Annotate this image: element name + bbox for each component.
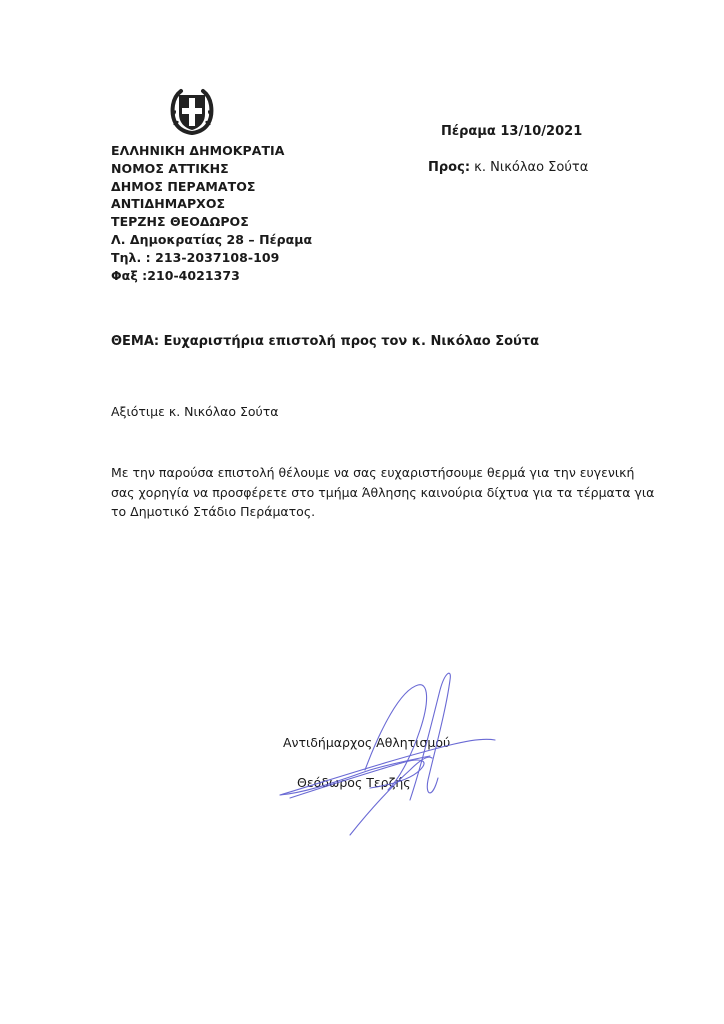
header-line-person: ΤΕΡΖΗΣ ΘΕΟΔΩΡΟΣ bbox=[111, 214, 249, 230]
sender-header bbox=[111, 142, 312, 284]
header-line-address: Λ. Δημοκρατίας 28 – Πέραμα bbox=[111, 231, 313, 247]
body-line: το Δημοτικό Στάδιο Περάματος. bbox=[111, 504, 316, 519]
recipient bbox=[428, 160, 588, 175]
coat-of-arms-icon bbox=[168, 87, 216, 137]
header-line-position: ΑΝΤΙΔΗΜΑΡΧΟΣ bbox=[111, 196, 226, 212]
greeting: Αξιότιμε κ. Νικόλαο Σούτα bbox=[111, 404, 279, 419]
signatory-name: Θεόδωρος Τερζής bbox=[297, 775, 411, 790]
body-line: σας χορηγία να προσφέρετε στο τμήμα Άθλησης καινούρια δίχτυα για τα τέρματα για bbox=[111, 484, 655, 500]
header-line-republic: ΕΛΛΗΝΙΚΗ ΔΗΜΟΚΡΑΤΙΑ bbox=[111, 143, 285, 158]
header-line-prefecture: ΝΟΜΟΣ ΑΤΤΙΚΗΣ bbox=[111, 160, 229, 176]
signatory-title: Αντιδήμαρχος Αθλητισμού bbox=[283, 735, 451, 750]
header-line-fax: Φαξ :210-4021373 bbox=[111, 267, 240, 283]
body-line: Με την παρούσα επιστολή θέλουμε να σας ευχαριστήσουμε θερμά για την ευγενική bbox=[111, 465, 635, 480]
header-line-municipality: ΔΗΜΟΣ ΠΕΡΑΜΑΤΟΣ bbox=[111, 178, 256, 194]
place-date: Πέραμα 13/10/2021 bbox=[441, 124, 583, 139]
subject-line: ΘΕΜΑ: Ευχαριστήρια επιστολή προς τον κ. Νικόλαο Σούτα bbox=[111, 334, 540, 349]
letter-body bbox=[111, 463, 655, 522]
recipient-label: Προς: bbox=[428, 160, 471, 175]
handwritten-signature bbox=[270, 660, 500, 840]
recipient-name: κ. Νικόλαο Σούτα bbox=[474, 160, 589, 175]
header-line-phone: Τηλ. : 213-2037108-109 bbox=[111, 249, 280, 265]
